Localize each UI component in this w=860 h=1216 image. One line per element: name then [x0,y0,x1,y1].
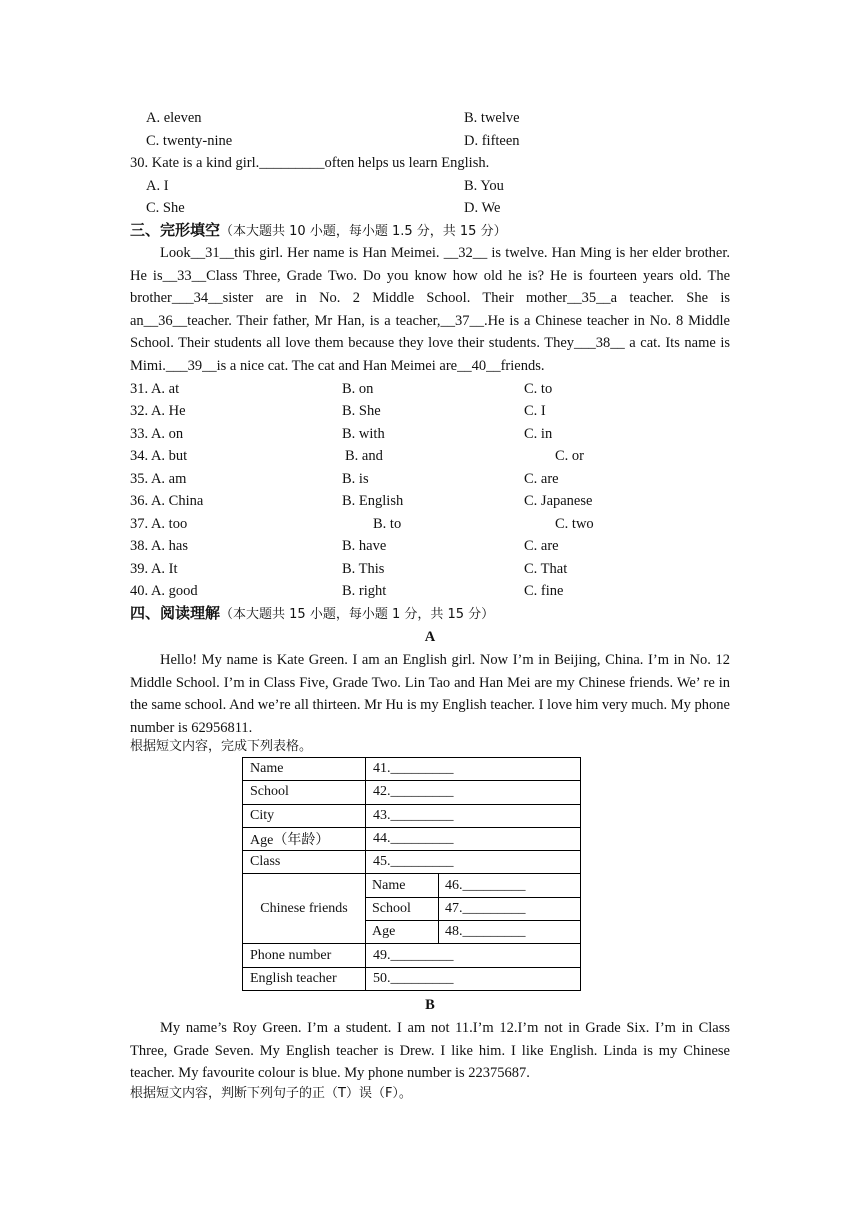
section3-heading [130,220,507,242]
q29-option-c: C. twenty-nine [146,133,233,149]
passage-a-label: A [424,629,436,645]
table-row [366,921,580,944]
reading-passage-b: My name’s Roy Green. I’m a student. I am not 11.I’m 12.I’m not in Grade Six. I’m in Class Three, Grade Seven. My English teacher is Drew. I like him. I like English. Linda is my Chinese teacher. My favourite colour is blue. My phone number is 22375687. [130,1020,730,1082]
q40-option-b: B. right [342,583,387,599]
q32-option-a: 32. A. He [130,403,186,419]
table-cell-label [243,827,366,850]
table-row [243,781,581,804]
q38-option-a: 38. A. has [130,538,188,554]
table-cell-blank: 41._________ [366,758,581,781]
table-row [243,944,581,967]
table-cell-blank: 42._________ [366,781,581,804]
subtable-blank: 46._________ [439,874,581,897]
table-cell-blank: 50._________ [366,967,581,990]
subtable-label: School [366,897,439,920]
q34-option-a: 34. A. but [130,448,188,464]
q35-option-c: C. are [524,471,559,487]
subtable-blank: 47._________ [439,897,581,920]
q36-option-b: B. English [342,493,404,509]
q39-option-a: 39. A. It [130,561,178,577]
section4-title: 四、阅读理解 [130,604,221,622]
q39-option-c: C. That [524,561,568,577]
age-label: Age（年龄） [250,833,330,849]
friends-subtable [366,874,580,943]
passage-b-label: B [425,997,435,1013]
q38-option-b: B. have [342,538,387,554]
subtable-blank: 48._________ [445,924,526,940]
q29-option-d: D. fifteen [464,133,520,149]
q36-option-a: 36. A. China [130,493,204,509]
subtable-label: Name [366,874,439,897]
table-cell-label: Chinese friends [243,874,366,944]
q37-option-b: B. to [373,516,402,532]
table-cell-blank: 44._________ [366,827,581,850]
table-row [366,897,580,920]
instruction-b: 根据短文内容，判断下列句子的正（T）误（F）。 [130,1086,412,1101]
q30-option-c: C. She [146,200,185,216]
section4-note: （本大题共 15 小题，每小题 1 分，共 15 分） [220,607,495,622]
q34-option-b: B. and [345,448,383,464]
q31-option-a: 31. A. at [130,381,180,397]
info-table [242,757,581,991]
q30-stem: 30. Kate is a kind girl._________often helps us learn English. [130,155,490,171]
instruction-a: 根据短文内容，完成下列表格。 [130,739,313,754]
q30-option-a: A. I [146,178,169,194]
q35-option-b: B. is [342,471,369,487]
q33-option-c: C. in [524,426,553,442]
q33-option-a: 33. A. on [130,426,184,442]
q31-option-b: B. on [342,381,374,397]
table-cell-label: English teacher [243,967,366,990]
table-row [243,758,581,781]
q29-option-b: B. twelve [464,110,520,126]
q39-option-b: B. This [342,561,385,577]
table-cell-blank: 49._________ [366,944,581,967]
q38-option-c: C. are [524,538,559,554]
reading-passage-a: Hello! My name is Kate Green. I am an English girl. Now I’m in Beijing, China. I’m in No. 12 Middle School. I’m in Class Five, Grade Two. Lin Tao and Han Mei are my Chinese friends. We’ re in the same school. And we’re all thirteen. Mr Hu is my English teacher. I love him very much. My phone number is 62956811. [130,652,730,736]
table-row [243,827,581,850]
q30-option-d: D. We [464,200,501,216]
cloze-passage: Look__31__this girl. Her name is Han Meimei. __32__ is twelve. Han Ming is her elder brother. He is__33__Class Three, Grade Two. Do you know how old he is? He is fourteen years old. The brother___34__sister are in No. 2 Middle School. Their mother__35__a teacher. She is an__36__teacher. Their father, Mr Han, is a teacher,__37__.He is a Chinese teacher in No. 8 Middle School. Their students all love them because they love their students. They___38__ a cat. Its name is Mimi.___39__is a nice cat. The cat and Han Meimei are__40__friends. [130,245,730,374]
table-cell-label: Class [243,851,366,874]
table-cell-blank: 45._________ [366,851,581,874]
table-cell-label: Name [243,758,366,781]
subtable-label: Age [366,921,439,944]
table-cell-label: School [243,781,366,804]
table-row [243,874,581,944]
q37-option-a: 37. A. too [130,516,188,532]
section3-title: 三、完形填空 [130,221,221,239]
q37-option-c: C. two [555,516,594,532]
q34-option-c: C. or [555,448,584,464]
table-cell-label: Phone number [243,944,366,967]
table-row [243,851,581,874]
table-row [366,874,580,897]
q32-option-c: C. I [524,403,546,419]
q30-option-b: B. You [464,178,504,194]
q40-option-c: C. fine [524,583,564,599]
q36-option-c: C. Japanese [524,493,593,509]
q35-option-a: 35. A. am [130,471,187,487]
q29-option-a: A. eleven [146,110,202,126]
q32-option-b: B. She [342,403,381,419]
table-row [243,804,581,827]
table-row [243,967,581,990]
section4-heading [130,603,494,625]
q31-option-c: C. to [524,381,553,397]
section3-note: （本大题共 10 小题，每小题 1.5 分，共 15 分） [220,224,507,239]
q33-option-b: B. with [342,426,385,442]
table-cell-label: City [243,804,366,827]
table-cell-blank: 43._________ [366,804,581,827]
table-cell-nested [366,874,581,944]
q40-option-a: 40. A. good [130,583,198,599]
